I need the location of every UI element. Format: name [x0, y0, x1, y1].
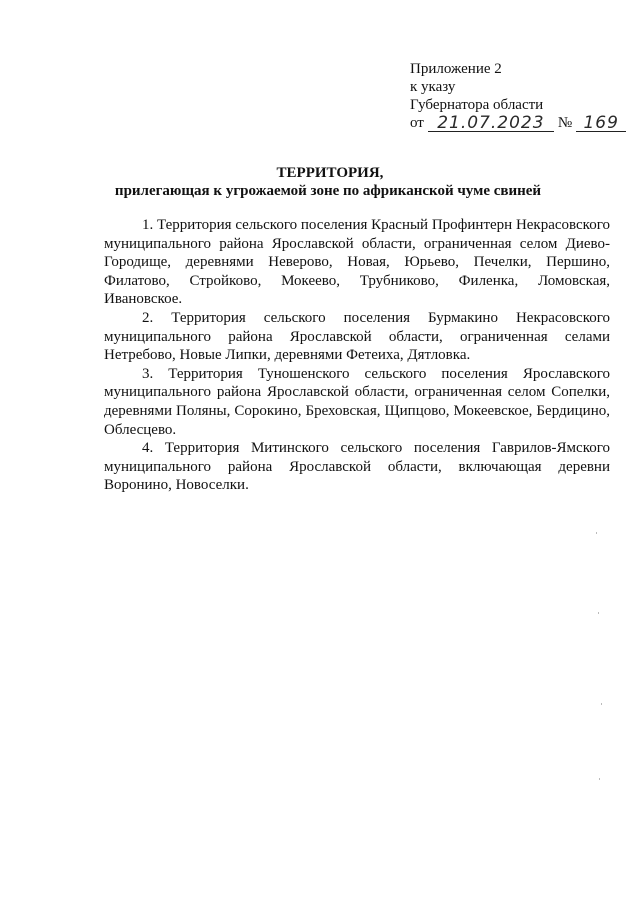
document-subtitle: прилегающая к угрожаемой зоне по африканской чуме свиней	[114, 183, 542, 199]
handwritten-date: 21.07.2023	[428, 115, 554, 132]
document-title: ТЕРРИТОРИЯ,	[276, 165, 384, 181]
appendix-line-2: к указу	[410, 79, 456, 95]
list-item: 2. Территория сельского поселения Бурмакино Некрасовского муниципального района Ярославской области, ограниченная селами Нетребово, Новые Липки, деревнями Фетеиха, Дятловка.	[104, 309, 610, 364]
appendix-line-3: Губернатора области	[410, 97, 544, 113]
document-body	[104, 216, 610, 495]
appendix-block	[410, 60, 630, 132]
appendix-line-1: Приложение 2	[410, 61, 502, 77]
scan-speck	[596, 532, 597, 534]
scan-speck	[599, 778, 600, 780]
scan-speck	[601, 703, 602, 705]
from-label: от	[410, 115, 424, 131]
scan-speck	[598, 612, 599, 614]
list-item: 3. Территория Туношенского сельского поселения Ярославского муниципального района Ярославской области, ограниченная селом Сопелки, деревнями Поляны, Сорокино, Бреховская, Щипцово, Мокеевское, Бердицино, Облесцево.	[104, 365, 610, 438]
list-item: 4. Территория Митинского сельского поселения Гаврилов-Ямского муниципального района Ярославской области, включающая деревни Воронино, Новоселки.	[104, 440, 610, 494]
handwritten-number: 169	[576, 115, 626, 132]
list-item: 1. Территория сельского поселения Красный Профинтерн Некрасовского муниципального района Ярославской области, ограниченная селом Диево-Городище, деревнями Неверово, Новая, Юрьево, Печелки, Першино, Филатово, Стройково, Мокеево, Трубниково, Филенка, Ломовская, Ивановское.	[104, 217, 610, 308]
appendix-date-line	[410, 114, 630, 132]
number-label: №	[557, 115, 573, 131]
